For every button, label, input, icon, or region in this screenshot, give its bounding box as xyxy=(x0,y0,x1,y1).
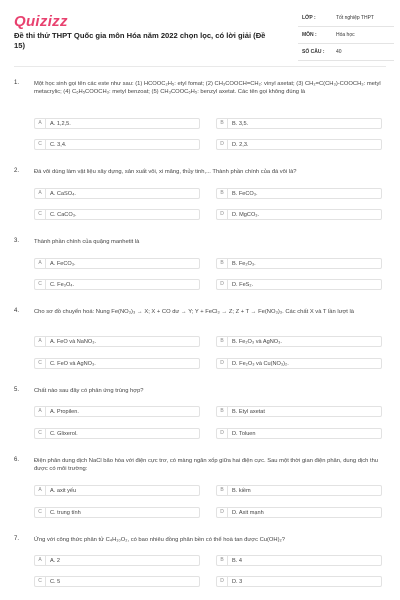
option-letter: A xyxy=(35,337,46,346)
meta-table xyxy=(298,10,394,61)
option-b[interactable] xyxy=(216,406,382,417)
option-letter: B xyxy=(217,337,228,346)
question-text: Một học sinh gọi tên các este như sau: (1) HCOOC₂H₅: etyl fomat; (2) CH₃COOCH=CH₂: vinyl axetat; (3) CH₂=C(CH₃)-COOCH₃: metyl metacrylic; (4) C₆H₅COOCH₃: metyl benzoat; (5) CH₃COOC₆H₅: benzyl axetat. Các tên gọi không đúng là xyxy=(34,81,381,95)
option-letter: D xyxy=(217,359,228,368)
option-d[interactable] xyxy=(216,139,382,150)
option-letter: D xyxy=(217,429,228,438)
option-letter: C xyxy=(35,140,46,149)
option-b[interactable] xyxy=(216,258,382,269)
option-letter: B xyxy=(217,259,228,268)
option-text: D. FeS₂. xyxy=(232,281,254,288)
option-d[interactable] xyxy=(216,209,382,220)
option-c[interactable] xyxy=(34,358,200,369)
option-text: A. Propilen. xyxy=(50,408,79,415)
option-b[interactable] xyxy=(216,555,382,566)
option-d[interactable] xyxy=(216,358,382,369)
question-number: 5. xyxy=(14,387,20,393)
option-b[interactable] xyxy=(216,188,382,199)
option-text: C. 5 xyxy=(50,578,61,585)
option-letter: B xyxy=(217,189,228,198)
header-divider xyxy=(14,66,386,67)
question-text: Cho sơ đồ chuyển hoá: Nung Fe(NO₃)₃ → X; X + CO dư → Y; Y + FeCl₃ → Z; Z + T → Fe(NO₃)₃. Các chất X và T lần lượt là xyxy=(34,309,355,315)
question-number: 2. xyxy=(14,168,20,174)
meta-row-subject xyxy=(298,27,394,44)
option-d[interactable] xyxy=(216,279,382,290)
meta-label: SỐ CÂU : xyxy=(302,49,325,55)
option-letter: C xyxy=(35,359,46,368)
question-number: 1. xyxy=(14,80,20,86)
option-d[interactable] xyxy=(216,507,382,518)
option-text: D. 2,3. xyxy=(232,141,249,148)
option-text: D. Axit mạnh xyxy=(232,509,264,516)
option-b[interactable] xyxy=(216,485,382,496)
meta-value: Tốt nghiệp THPT xyxy=(336,15,374,21)
option-a[interactable] xyxy=(34,118,200,129)
option-text: B. kiềm xyxy=(232,487,251,494)
option-letter: D xyxy=(217,280,228,289)
option-letter: B xyxy=(217,486,228,495)
option-text: B. 4 xyxy=(232,557,242,564)
option-letter: C xyxy=(35,429,46,438)
option-letter: C xyxy=(35,508,46,517)
option-text: A. FeO và NaNO₃. xyxy=(50,338,97,345)
option-text: A. 1,2,5. xyxy=(50,120,71,127)
option-text: D. MgCO₃. xyxy=(232,211,260,218)
meta-row-count xyxy=(298,44,394,61)
option-a[interactable] xyxy=(34,188,200,199)
option-text: B. Fe₂O₃ và AgNO₃. xyxy=(232,338,282,345)
option-a[interactable] xyxy=(34,555,200,566)
option-a[interactable] xyxy=(34,406,200,417)
option-text: A. axit yếu xyxy=(50,487,77,494)
option-letter: C xyxy=(35,210,46,219)
option-letter: A xyxy=(35,486,46,495)
quizizz-logo: Quizizz xyxy=(14,13,68,30)
option-letter: D xyxy=(217,577,228,586)
meta-row-class xyxy=(298,10,394,27)
question-text: Điện phân dung dịch NaCl bão hòa với điện cực trơ, có màng ngăn xốp giữa hai điện cực. Sau một thời gian điện phân, dung dịch thu được có môi trường: xyxy=(34,458,379,472)
option-letter: A xyxy=(35,556,46,565)
option-letter: A xyxy=(35,119,46,128)
option-text: B. 3,5. xyxy=(232,120,249,127)
meta-value: Hóa học xyxy=(336,32,355,38)
option-text: A. CaSO₄. xyxy=(50,190,76,197)
question-number: 4. xyxy=(14,308,20,314)
option-c[interactable] xyxy=(34,209,200,220)
question-number: 6. xyxy=(14,457,20,463)
option-letter: A xyxy=(35,259,46,268)
option-text: C. FeO và AgNO₃. xyxy=(50,360,96,367)
document-title: Đề thi thử THPT Quốc gia môn Hóa năm 2022 chọn lọc, có lời giải (Đề 15) xyxy=(14,31,266,50)
option-letter: D xyxy=(217,140,228,149)
meta-label: MÔN : xyxy=(302,32,317,38)
question-text: Chất nào sau đây có phản ứng trùng hợp? xyxy=(34,388,144,394)
option-letter: C xyxy=(35,577,46,586)
option-text: D. Toluen xyxy=(232,430,256,437)
option-letter: D xyxy=(217,508,228,517)
option-text: C. Glixerol. xyxy=(50,430,78,437)
option-b[interactable] xyxy=(216,118,382,129)
question-number: 7. xyxy=(14,536,20,542)
option-a[interactable] xyxy=(34,336,200,347)
option-letter: B xyxy=(217,556,228,565)
option-d[interactable] xyxy=(216,428,382,439)
option-text: C. Fe₃O₄. xyxy=(50,281,75,288)
option-text: C. CaCO₃. xyxy=(50,211,77,218)
option-c[interactable] xyxy=(34,576,200,587)
option-c[interactable] xyxy=(34,507,200,518)
option-text: A. FeCO₃. xyxy=(50,260,76,267)
option-d[interactable] xyxy=(216,576,382,587)
option-c[interactable] xyxy=(34,139,200,150)
option-letter: A xyxy=(35,407,46,416)
question-text: Đá vôi dùng làm vật liệu xây dựng, sản xuất vôi, xi măng, thủy tinh,... Thành phần chính của đá vôi là? xyxy=(34,169,297,175)
option-text: C. trung tính xyxy=(50,509,81,516)
option-c[interactable] xyxy=(34,428,200,439)
option-text: C. 3,4. xyxy=(50,141,67,148)
option-letter: D xyxy=(217,210,228,219)
question-text: Thành phần chính của quặng manhetit là xyxy=(34,239,140,245)
option-text: D. 3 xyxy=(232,578,243,585)
header xyxy=(0,0,400,68)
option-text: B. FeCO₃. xyxy=(232,190,258,197)
option-c[interactable] xyxy=(34,279,200,290)
option-text: D. Fe₂O₃ và Cu(NO₃)₂. xyxy=(232,360,289,367)
question-text: Ứng với công thức phân tử C₄H₁₀O₂, có bao nhiêu đồng phân bền có thể hoà tan được Cu(OH)₂? xyxy=(34,537,286,543)
option-letter: C xyxy=(35,280,46,289)
option-text: A. 2 xyxy=(50,557,60,564)
option-text: B. Etyl axetat xyxy=(232,408,265,415)
option-a[interactable] xyxy=(34,485,200,496)
option-letter: B xyxy=(217,407,228,416)
option-b[interactable] xyxy=(216,336,382,347)
option-a[interactable] xyxy=(34,258,200,269)
meta-value: 40 xyxy=(336,49,342,55)
question-number: 3. xyxy=(14,238,20,244)
meta-label: LỚP : xyxy=(302,15,316,21)
option-letter: B xyxy=(217,119,228,128)
option-letter: A xyxy=(35,189,46,198)
option-text: B. Fe₂O₃. xyxy=(232,260,256,267)
